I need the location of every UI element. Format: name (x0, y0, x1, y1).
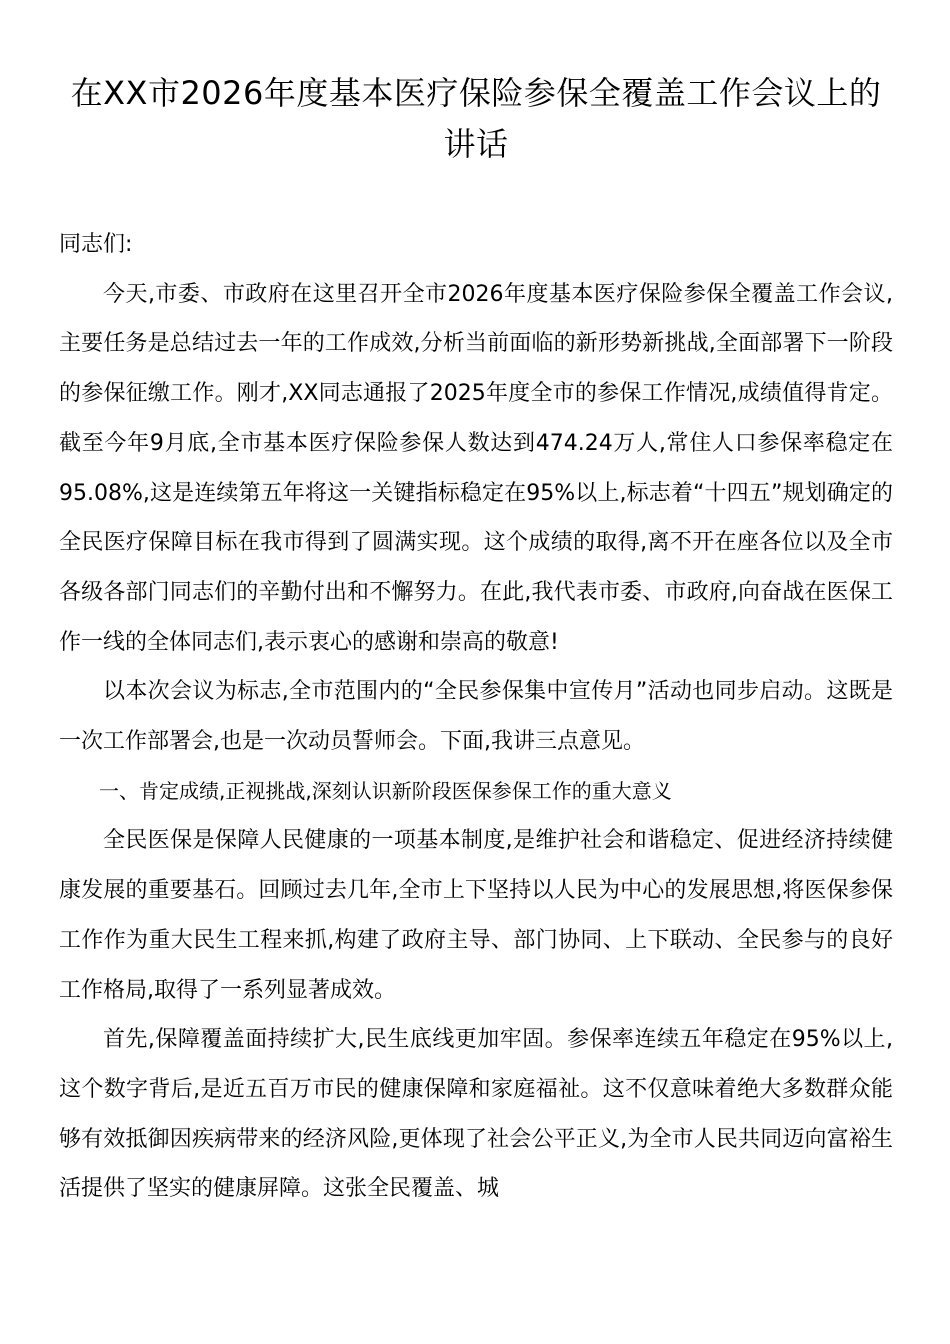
paragraph-launch: 以本次会议为标志,全市范围内的“全民参保集中宣传月”活动也同步启动。这既是一次工作部署会,也是一次动员誓师会。下面,我讲三点意见。 (59, 679, 893, 755)
document-page (59, 0, 893, 1214)
paragraph-section-intro: 全民医保是保障人民健康的一项基本制度,是维护社会和谐稳定、促进经济持续健康发展的重要基石。回顾过去几年,全市上下坚持以人民为中心的发展思想,将医保参保工作作为重大民生工程来抓,构建了政府主导、部门协同、上下联动、全民参与的良好工作格局,取得了一系列显著成效。 (59, 828, 893, 1003)
section-heading-1: 一、肯定成绩,正视挑战,深刻认识新阶段医保参保工作的重大意义 (99, 778, 672, 803)
document-body (59, 220, 893, 1214)
paragraph-first-point: 首先,保障覆盖面持续扩大,民生底线更加牢固。参保率连续五年稳定在95%以上,这个数字背后,是近五百万市民的健康保障和家庭福祉。这不仅意味着绝大多数群众能够有效抵御因疾病带来的经济风险,更体现了社会公平正义,为全市人民共同迈向富裕生活提供了坚实的健康屏障。这张全民覆盖、城 (59, 1027, 893, 1202)
document-title: 在XX市2026年度基本医疗保险参保全覆盖工作会议上的讲话 (70, 74, 882, 163)
salutation: 同志们: (59, 232, 133, 257)
paragraph-opening: 今天,市委、市政府在这里召开全市2026年度基本医疗保险参保全覆盖工作会议,主要任务是总结过去一年的工作成效,分析当前面临的新形势新挑战,全面部署下一阶段的参保征缴工作。刚才,XX同志通报了2025年度全市的参保工作情况,成绩值得肯定。截至今年9月底,全市基本医疗保险参保人数达到474.24万人,常住人口参保率稳定在95.08%,这是连续第五年将这一关键指标稳定在95%以上,标志着“十四五”规划确定的全民医疗保障目标在我市得到了圆满实现。这个成绩的取得,离不开在座各位以及全市各级各部门同志们的辛勤付出和不懈努力。在此,我代表市委、市政府,向奋战在医保工作一线的全体同志们,表示衷心的感谢和崇高的敬意! (59, 281, 893, 655)
